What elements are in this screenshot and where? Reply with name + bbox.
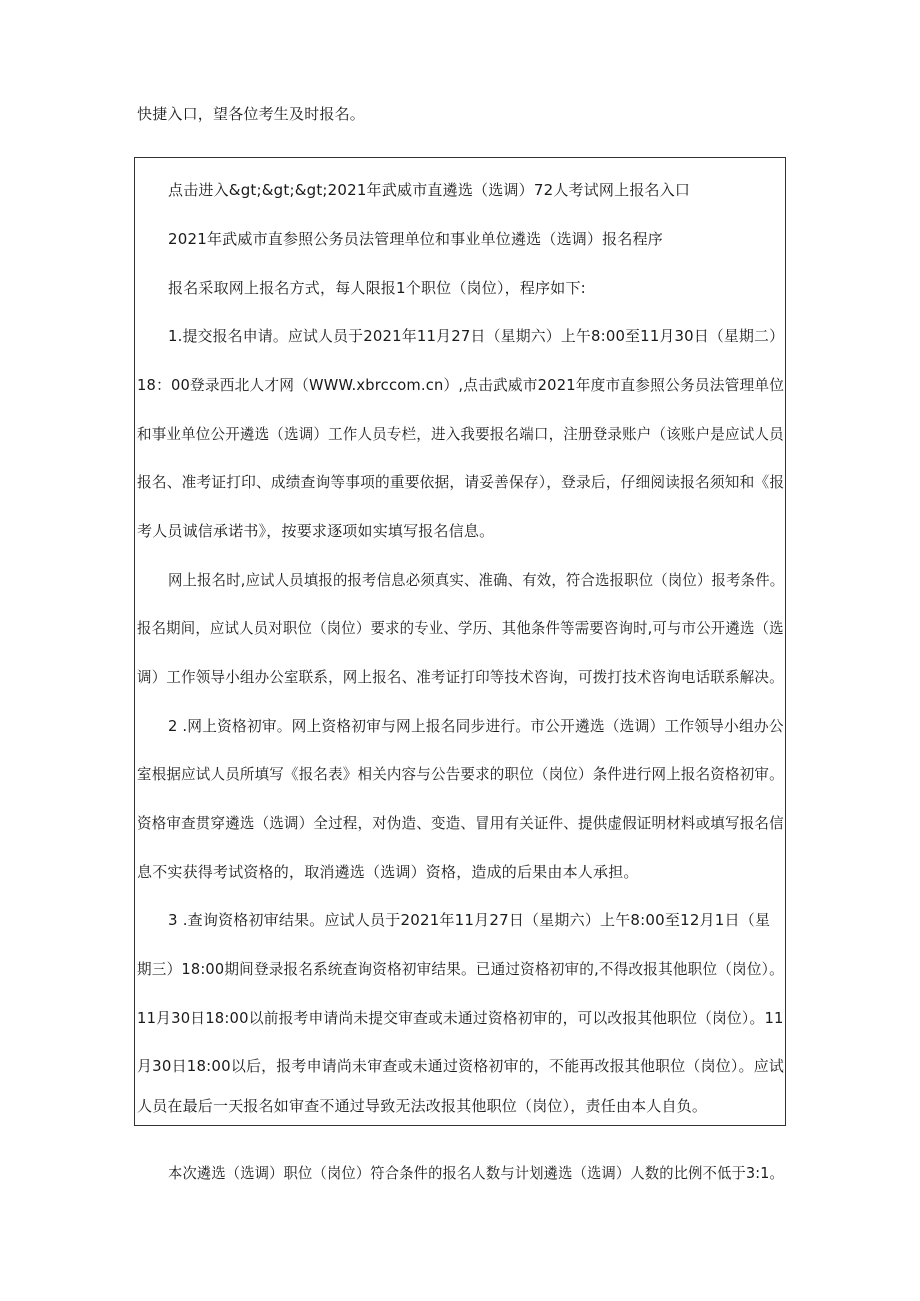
step2-line-4: 息不实获得考试资格的，取消遴选（选调）资格，造成的后果由本人承担。: [137, 863, 639, 881]
step2-line-2: 室根据应试人员所填写《报名表》相关内容与公告要求的职位（岗位）条件进行网上报名资格初审。: [137, 765, 784, 783]
step2-line-1: 2 .网上资格初审。网上资格初审与网上报名同步进行。市公开遴选（选调）工作领导小组办公: [168, 717, 784, 735]
step3-line-1: 3 .查询资格初审结果。应试人员于2021年11月27日（星期六）上午8:00至12月1日（星: [168, 911, 771, 929]
step1-line-3: 和事业单位公开遴选（选调）工作人员专栏，进入我要报名端口，注册登录账户（该账户是应试人员: [137, 425, 784, 443]
step3-line-2: 期三）18:00期间登录报名系统查询资格初审结果。已通过资格初审的,不得改报其他职位（岗位）。: [137, 960, 784, 978]
procedure-intro: 报名采取网上报名方式，每人限报1个职位（岗位），程序如下:: [168, 279, 586, 297]
note-line-2: 报名期间，应试人员对职位（岗位）要求的专业、学历、其他条件等需要咨询时,可与市公开遴选（选: [137, 619, 784, 637]
step1-line-2: 18：00登录西北人才网（WWW.xbrccom.cn）,点击武威市2021年度市直参照公务员法管理单位: [137, 376, 785, 394]
step3-line-5: 人员在最后一天报名如审查不通过导致无法改报其他职位（岗位），责任由本人自负。: [137, 1097, 708, 1115]
top-line: 快捷入口，望各位考生及时报名。: [137, 105, 366, 123]
note-line-1: 网上报名时,应试人员填报的报考信息必须真实、准确、有效，符合选报职位（岗位）报考条件。: [168, 571, 785, 589]
note-line-3: 调）工作领导小组办公室联系，网上报名、准考证打印等技术咨询，可拨打技术咨询电话联系解决。: [137, 668, 784, 686]
step3-line-4: 月30日18:00以后，报考申请尚未审查或未通过资格初审的，不能再改报其他职位（岗位）。应试: [137, 1057, 785, 1075]
step1-line-4: 报名、准考证打印、成绩查询等事项的重要依据，请妥善保存），登录后，仔细阅读报名须知和《报: [137, 473, 785, 491]
entry-link[interactable]: 点击进入&gt;&gt;&gt;2021年武威市直遴选（选调）72人考试网上报名入口: [168, 181, 691, 199]
content-box: [134, 157, 786, 1126]
bottom-line: 本次遴选（选调）职位（岗位）符合条件的报名人数与计划遴选（选调）人数的比例不低于3:1。: [168, 1164, 784, 1182]
step1-line-5: 考人员诚信承诺书》，按要求逐项如实填写报名信息。: [137, 522, 495, 540]
procedure-title: 2021年武威市直参照公务员法管理单位和事业单位遴选（选调）报名程序: [168, 230, 663, 248]
step2-line-3: 资格审查贯穿遴选（选调）全过程，对伪造、变造、冒用有关证件、提供虚假证明材料或填写报名信: [137, 814, 784, 832]
step3-line-3: 11月30日18:00以前报考申请尚未提交审查或未通过资格初审的，可以改报其他职位（岗位）。11: [137, 1009, 784, 1027]
step1-line-1: 1.提交报名申请。应试人员于2021年11月27日（星期六）上午8:00至11月30日（星期二）: [168, 327, 785, 345]
